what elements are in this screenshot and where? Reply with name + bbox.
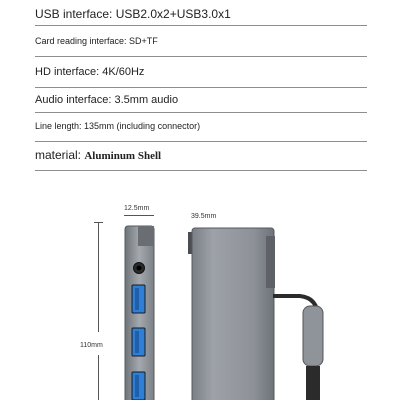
hub-side-front-edge xyxy=(266,236,275,288)
usb-c-cable-tail xyxy=(306,366,320,400)
card-reading-interface-text: Card reading interface: SD+TF xyxy=(35,36,158,46)
usb-port-1-tongue xyxy=(135,288,139,310)
hub-front-view xyxy=(125,226,154,400)
line-length-text: Line length: 135mm (including connector) xyxy=(35,121,201,131)
usb-port-2-tongue xyxy=(135,331,139,353)
usb-c-connector xyxy=(303,306,323,366)
audio-jack-hole xyxy=(137,266,142,271)
material-value: Aluminum Shell xyxy=(84,150,162,162)
material-label: material: xyxy=(35,148,82,162)
side-width-label: 39.5mm xyxy=(191,213,217,220)
hub-front-cap xyxy=(138,226,154,246)
hub-side-view xyxy=(188,228,323,400)
hd-interface-text: HD interface: 4K/60Hz xyxy=(35,66,145,78)
audio-interface-text: Audio interface: 3.5mm audio xyxy=(35,94,179,106)
usb-interface-text: USB interface: USB2.0x2+USB3.0x1 xyxy=(35,7,231,21)
front-width-label: 12.5mm xyxy=(124,205,150,212)
length-label: 110mm xyxy=(80,342,103,349)
usb-port-3-tongue xyxy=(135,375,139,397)
hub-side-shell xyxy=(192,228,274,400)
